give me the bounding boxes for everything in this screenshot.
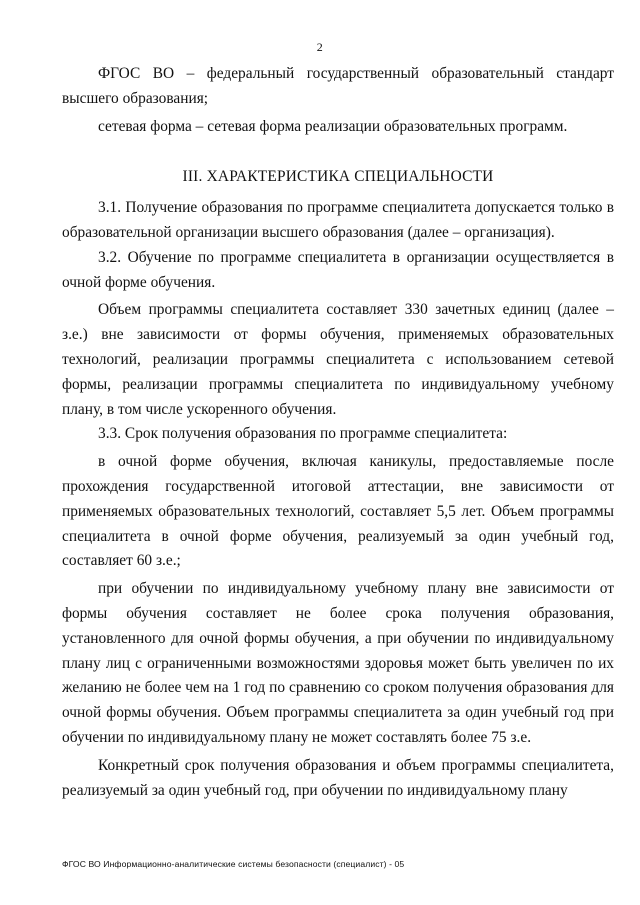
- paragraph-3-3: 3.3. Срок получения образования по программе специалитета:: [98, 425, 508, 443]
- paragraph-individual-plan: при обучении по индивидуальному учебному плану вне зависимости от формы обучения составляет не более срока получения образования, установленного для очной формы обучения, а при обучении по индивидуальному плану лиц с ограниченными возможностями здоровья может быть увеличен по их желанию не более чем на 1 год по сравнению со сроком получения образования для очной формы обучения. Объем программы специалитета за один учебный год при обучении по индивидуальному плану не может составлять более 75 з.е.: [62, 580, 614, 746]
- paragraph-program-volume: Объем программы специалитета составляет 330 зачетных единиц (далее – з.е.) вне зависимости от формы обучения, применяемых образовательных технологий, реализации программы специалитета с использованием сетевой формы, реализации программы специалитета по индивидуальному учебному плану, в том числе ускоренного обучения.: [62, 301, 614, 418]
- paragraph-3-2: 3.2. Обучение по программе специалитета в организации осуществляется в очной форме обучения.: [62, 248, 614, 291]
- page-footer: ФГОС ВО Информационно-аналитические системы безопасности (специалист) - 05: [62, 859, 405, 869]
- paragraph-specific-term: Конкретный срок получения образования и объем программы специалитета, реализуемый за один учебный год, при обучении по индивидуальному плану: [62, 756, 614, 799]
- paragraph-3-1: 3.1. Получение образования по программе специалитета допускается только в образовательной организации высшего образования (далее – организация).: [62, 199, 614, 241]
- document-body: [62, 62, 614, 803]
- definition-fgos: ФГОС ВО – федеральный государственный образовательный стандарт высшего образования;: [62, 65, 614, 107]
- paragraph-full-time: в очной форме обучения, включая каникулы, предоставляемые после прохождения государственной итоговой аттестации, вне зависимости от применяемых образовательных технологий, составляет 5,5 лет. Объем программы специалитета в очной форме обучения, реализуемый за один учебный год, составляет 60 з.е.;: [62, 453, 614, 570]
- definition-network-form: сетевая форма – сетевая форма реализации образовательных программ.: [98, 117, 568, 135]
- section-heading: III. ХАРАКТЕРИСТИКА СПЕЦИАЛЬНОСТИ: [182, 168, 494, 186]
- page-number: 2: [316, 40, 324, 54]
